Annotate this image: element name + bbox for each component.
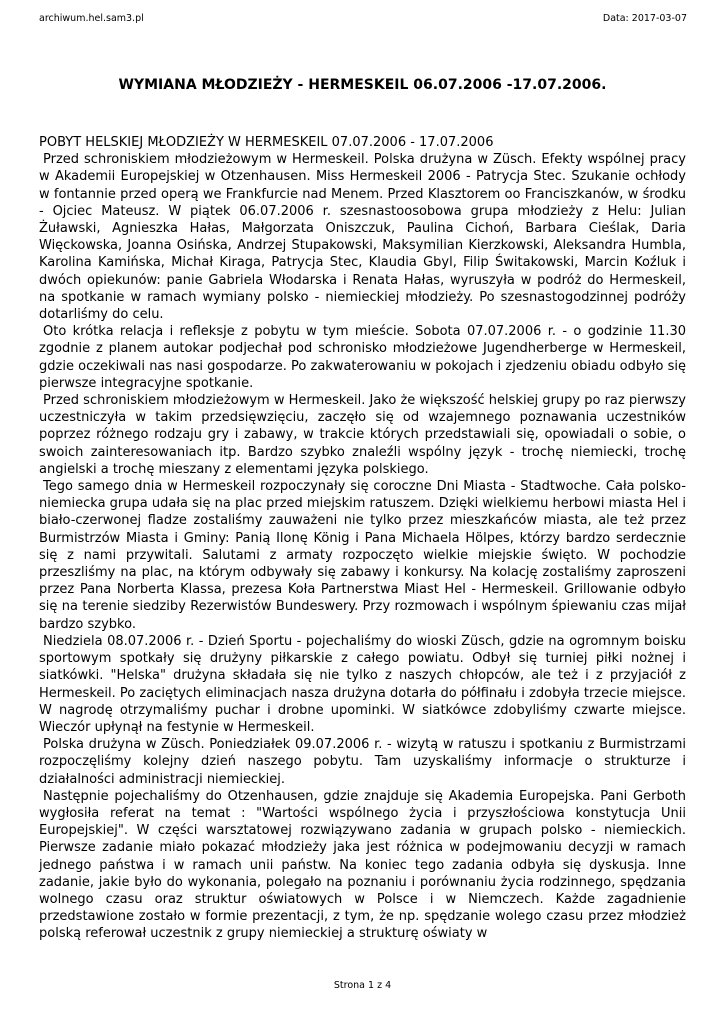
paragraph: Przed schroniskiem młodzieżowym w Hermeskeil. Jako że większość helskiej grupy po raz pierwszy uczestniczyła w takim przedsięwzięciu, zaczęło się od wzajemnego poznawania uczestników poprzez różnego rodzaju gry i zabawy, w trakcie których przedstawiali się, opowiadali o sobie, o swoich zainteresowaniach itp. Bardzo szybko znaleźli wspólny język - trochę niemiecki, trochę angielski a trochę mieszany z elementami języka polskiego. [39,393,686,477]
article-subtitle: POBYT HELSKIEJ MŁODZIEŻY W HERMESKEIL 07.07.2006 - 17.07.2006 [39,135,494,150]
print-date: Data: 2017-03-07 [602,13,687,24]
paragraph: Oto krótka relacja i refleksje z pobytu w tym mieście. Sobota 07.07.2006 r. - o godzinie 11.30 zgodnie z planem autokar podjechał pod schronisko młodzieżowe Jugendherberge w Hermeskeil, gdzie oczekiwali nas nasi gospodarze. Po zakwaterowaniu w pokojach i zjedzeniu obiadu odbyło się pierwsze integracyjne spotkanie. [39,324,686,391]
page-title: WYMIANA MŁODZIEŻY - HERMESKEIL 06.07.2006 -17.07.2006. [118,77,607,93]
paragraph: Tego samego dnia w Hermeskeil rozpoczynały się coroczne Dni Miasta - Stadtwoche. Cała polsko-niemiecka grupa udała się na plac przed miejskim ratuszem. Dzięki wielkiemu herbowi miasta Hel i biało-czerwonej fladze zostaliśmy zauważeni nie tylko przez mieszkańców miasta, ale też przez Burmistrzów Miasta i Gminy: Panią Ilonę König i Pana Michaela Hölpes, którzy bardzo serdecznie się z nami przywitali. Salutami z armaty rozpoczęto wielkie miejskie święto. W pochodzie przeszliśmy na plac, na którym odbywały się zabawy i konkursy. Na kolację zostaliśmy zaproszeni przez Pana Norberta Klassa, prezesa Koła Partnerstwa Miast Hel - Hermeskeil. Grillowanie odbyło się na terenie siedziby Rezerwistów Bundeswery. Przy rozmowach i wspólnym śpiewaniu czas mijał bardzo szybko. [39,479,686,632]
paragraph: Polska drużyna w Züsch. Poniedziałek 09.07.2006 r. - wizytą w ratuszu i spotkaniu z Burmistrzami rozpoczęliśmy kolejny dzień naszego pobytu. Tam uzyskaliśmy informacje o strukturze i działalności administracji niemieckiej. [39,737,686,787]
page-number: Strona 1 z 4 [333,980,392,991]
site-url: archiwum.hel.sam3.pl [39,13,144,24]
paragraph: Następnie pojechaliśmy do Otzenhausen, gdzie znajduje się Akademia Europejska. Pani Gerboth wygłosiła referat na temat : "Wartości wspólnego życia i przyszłościowa konstytucja Unii Europejskiej". W części warsztatowej rozwiązywano zadania w grupach polsko - niemieckich. Pierwsze zadanie miało pokazać młodzieży jaka jest różnica w podejmowaniu decyzji w ramach jednego państwa i w ramach unii państw. Na koniec tego zadania odbyła się dyskusja. Inne zadanie, jakie było do wykonania, polegało na poznaniu i porównaniu życia rodzinnego, spędzania wolnego czasu oraz struktur oświatowych w Polsce i w Niemczech. Każde zagadnienie przedstawione zostało w formie prezentacji, z tym, że np. spędzanie wolego czasu przez młodzież polską referował uczestnik z grupy niemieckiej a strukturę oświaty w [39,788,686,942]
paragraph: Przed schroniskiem młodzieżowym w Hermeskeil. Polska drużyna w Züsch. Efekty wspólnej pracy w Akademii Europejskiej w Otzenhausen. Miss Hermeskeil 2006 - Patrycja Stec. Szukanie ochłody w fontannie przed operą we Frankfurcie nad Menem. Przed Klasztorem oo Franciszkanów, w środku - Ojciec Mateusz. W piątek 06.07.2006 r. szesnastoosobowa grupa młodzieży z Helu: Julian Żuławski, Agnieszka Hałas, Małgorzata Oniszczuk, Paulina Cichoń, Barbara Cieślak, Daria Więckowska, Joanna Osińska, Andrzej Stupakowski, Maksymilian Kierzkowski, Aleksandra Humbla, Karolina Kamińska, Michał Kiraga, Patrycja Stec, Klaudia Gbyl, Filip Świtakowski, Marcin Koźluk i dwóch opiekunów: panie Gabriela Włodarska i Renata Hałas, wyruszyła w podróż do Hermeskeil, na spotkanie w ramach wymiany polsko - niemieckiej młodzieży. Po szesnastogodzinnej podróży dotarliśmy do celu. [39,152,686,323]
article-body [39,134,686,943]
paragraph: Niedziela 08.07.2006 r. - Dzień Sportu - pojechaliśmy do wioski Züsch, gdzie na ogromnym boisku sportowym spotkały się drużyny piłkarskie z całego powiatu. Odbył się turniej piłki nożnej i siatkówki. "Helska" drużyna składała się nie tylko z naszych chłopców, ale też i z przyjaciół z Hermeskeil. Po zaciętych eliminacjach nasza drużyna dotarła do półfinału i zdobyła trzecie miejsce. W nagrodę otrzymaliśmy puchar i drobne upominki. W siatkówce zdobyliśmy czwarte miejsce. Wieczór upłynął na festynie w Hermeskeil. [39,633,686,735]
